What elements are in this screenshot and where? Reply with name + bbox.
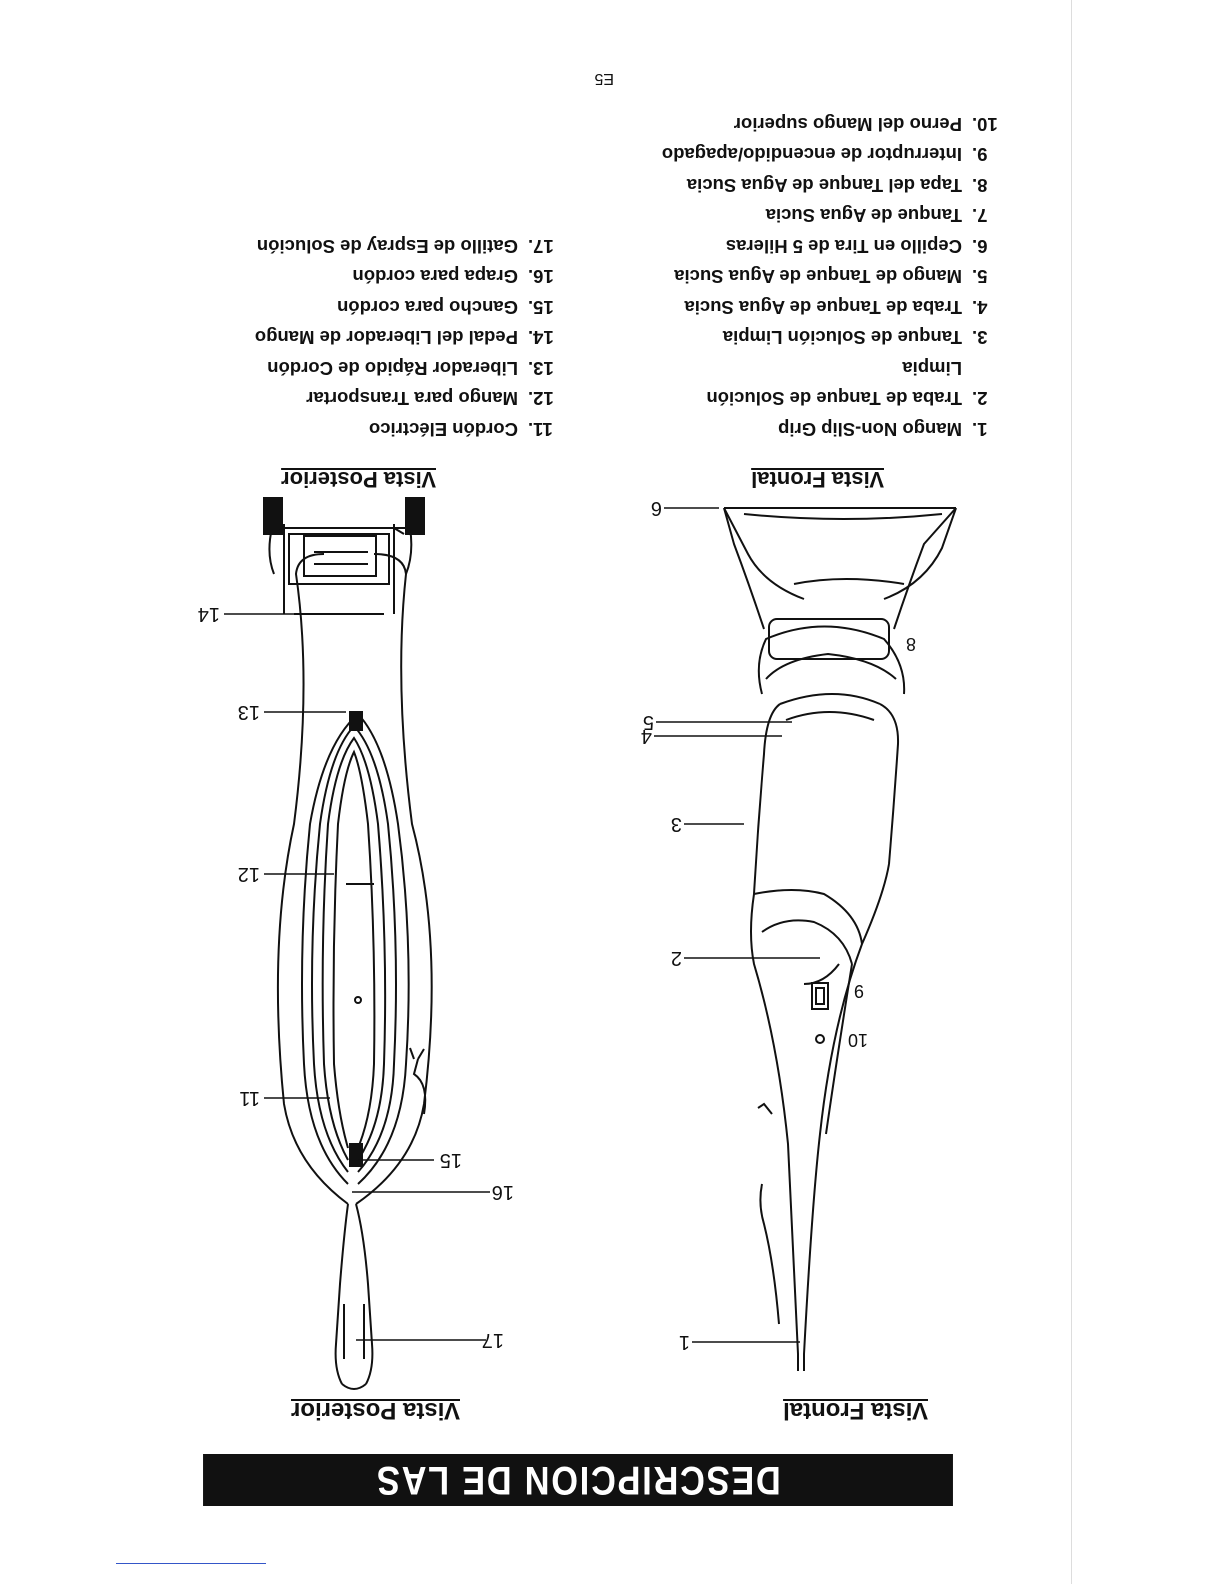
rear-callout-17: 17 — [481, 1329, 504, 1351]
list-item: 8. Tapa del Tanque de Agua Sucia — [686, 175, 988, 196]
front-callout-5: 5 — [642, 711, 654, 733]
list-item: 6. Cepillo en Tira de 5 Hileras — [725, 236, 988, 257]
rear-callout-15: 15 — [439, 1149, 462, 1171]
list-item: 2. Traba de Tanque de Solución — [706, 388, 988, 410]
list-item: 12. Mango para Transportar — [306, 388, 554, 410]
heading-front-view-top: Vista Frontal — [751, 467, 884, 492]
parts-list-rear — [255, 231, 564, 445]
front-callout-9: 9 — [853, 981, 864, 1001]
rear-callout-14: 14 — [197, 603, 220, 625]
list-item: 4. Traba de Tanque de Agua Sucia — [684, 297, 988, 318]
front-callout-2: 2 — [670, 947, 682, 969]
section-title: DESCRIPCION DE LAS CARACTERISTICAS — [203, 1454, 953, 1506]
rear-callout-11: 11 — [239, 1087, 260, 1109]
front-callout-4: 4 — [640, 725, 652, 747]
heading-front-view-bottom: Vista Frontal — [783, 1397, 928, 1424]
list-item: 14. Pedal del Liberador de Mango — [254, 327, 554, 349]
list-item: 1. Mango Non-Slip Grip — [778, 419, 988, 440]
heading-rear-view-bottom: Vista Posterior — [291, 1397, 460, 1424]
front-callout-3: 3 — [670, 813, 682, 835]
list-item: 17. Gatillo de Espray de Solución — [256, 236, 554, 257]
list-item: 13. Liberador Rápido de Cordón — [267, 358, 554, 379]
front-callout-10: 10 — [847, 1030, 868, 1050]
page-number: E5 — [594, 70, 614, 87]
list-item: 9. Interruptor de encendido/apagado — [661, 144, 988, 166]
list-item: 10. Perno del Mango superior — [733, 114, 998, 135]
front-callout-8: 8 — [905, 634, 916, 654]
list-item: 7. Tanque de Agua Sucia — [765, 205, 988, 227]
list-item: 16. Grapa para cordón — [352, 266, 554, 288]
list-item-continuation: Limpia — [902, 358, 962, 379]
front-callout-6: 6 — [650, 497, 662, 519]
list-item: 3. Tanque de Solución Limpia — [722, 327, 988, 349]
front-callout-1: 1 — [678, 1331, 690, 1353]
parts-list-front — [662, 109, 1008, 445]
rear-callout-12: 12 — [237, 863, 260, 885]
rear-callout-16: 16 — [491, 1181, 514, 1203]
list-item: 11. Cordón Eléctrico — [368, 419, 553, 440]
rear-callout-13: 13 — [237, 701, 260, 723]
heading-rear-view-top: Vista Posterior — [281, 467, 436, 492]
list-item: 5. Mango de Tanque de Agua Sucia — [674, 266, 988, 288]
list-item: 15. Gancho para cordón — [337, 297, 554, 318]
